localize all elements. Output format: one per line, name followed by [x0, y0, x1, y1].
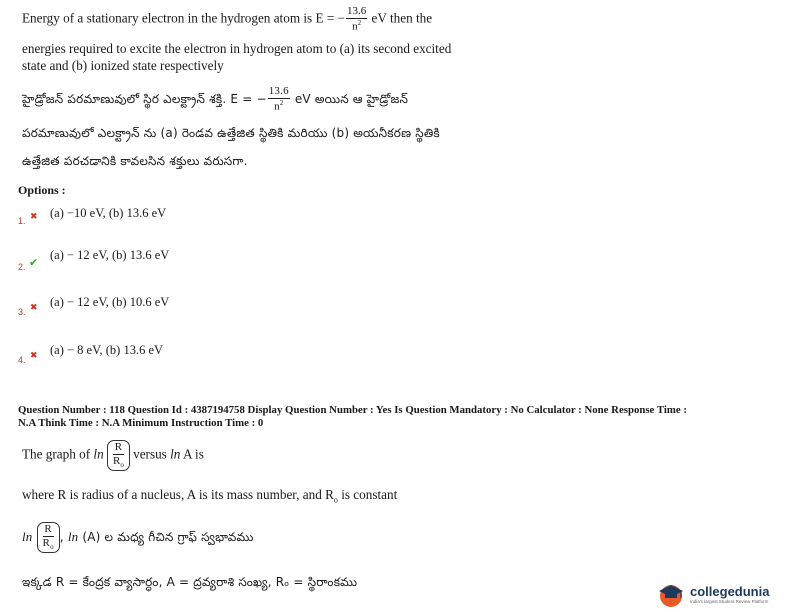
question2-text-en: The graph of ln $\frac{R}{R_o}$ versus ln A is — [22, 441, 204, 470]
question-text-te-line3: ఉత్తేజిత పరచడానికి కావలసిన శక్తులు వరుసగా. — [22, 154, 248, 168]
graduation-cap-icon — [656, 580, 686, 608]
question-text-en-line2: energies required to excite the electron in hydrogen atom to (a) its second excited — [22, 41, 452, 56]
question-meta-line1: Question Number : 118 Question Id : 4387194758 Display Question Number : Yes Is Question Mandatory : No Calculator : None Response Time : — [18, 404, 687, 416]
ratio-bracket-te: $\frac{R}{R_o}$ — [37, 522, 60, 553]
wrong-icon: ✖ — [30, 303, 38, 313]
energy-fraction-te: $\frac{13.6}{n^2}$ — [268, 85, 289, 113]
question2-text-en-line2: where R is radius of a nucleus, A is its mass number, and $R_o$ is constant — [22, 487, 398, 505]
question-meta-line2: N.A Think Time : N.A Minimum Instruction Time : 0 — [18, 417, 264, 429]
option-text: (a) − 8 eV, (b) 13.6 eV — [50, 343, 164, 357]
question-text-te: హైడ్రోజన్ పరమాణువులో స్థిర ఎలక్ట్రాన్ శక్తి. E = − $\frac{13.6}{n^2}$ eV అయిన ఆ హైడ్రోజన్ — [22, 85, 409, 113]
collegedunia-logo: collegedunia India's largest Student Review Platform — [656, 580, 786, 608]
wrong-icon: ✖ — [30, 212, 38, 222]
options-label: Options : — [18, 183, 66, 197]
option-text: (a) − 12 eV, (b) 10.6 eV — [50, 295, 170, 309]
energy-fraction: $\frac{13.6}{n^2}$ — [346, 5, 367, 33]
option-text: (a) − 12 eV, (b) 13.6 eV — [50, 248, 170, 262]
question-text-en: Energy of a stationary electron in the hydrogen atom is E = − $\frac{13.6}{n^2}$ eV then the — [22, 5, 433, 33]
question-text-te-line2: పరమాణువులో ఎలక్ట్రాన్ ను (a) రెండవ ఉత్తేజిత స్థితికి మరియు (b) అయనీకరణ స్థితికి — [22, 126, 440, 140]
question2-text-te: ln $\frac{R}{R_o}$ , ln (A) ల మధ్య గీచిన గ్రాఫ్ స్వభావము — [22, 523, 254, 552]
question2-text-te-line2: ఇక్కడ R = కేంద్రక వ్యాసార్ధం, A = ద్రవ్యరాశి సంఖ్య, Rₒ = స్థిరాంకము — [22, 575, 358, 589]
wrong-icon: ✖ — [30, 351, 38, 361]
option-text: (a) −10 eV, (b) 13.6 eV — [50, 206, 167, 220]
correct-check-icon: ✔ — [29, 256, 39, 269]
question-text-en-line3: state and (b) ionized state respectively — [22, 58, 224, 73]
ratio-bracket: $\frac{R}{R_o}$ — [107, 440, 130, 471]
